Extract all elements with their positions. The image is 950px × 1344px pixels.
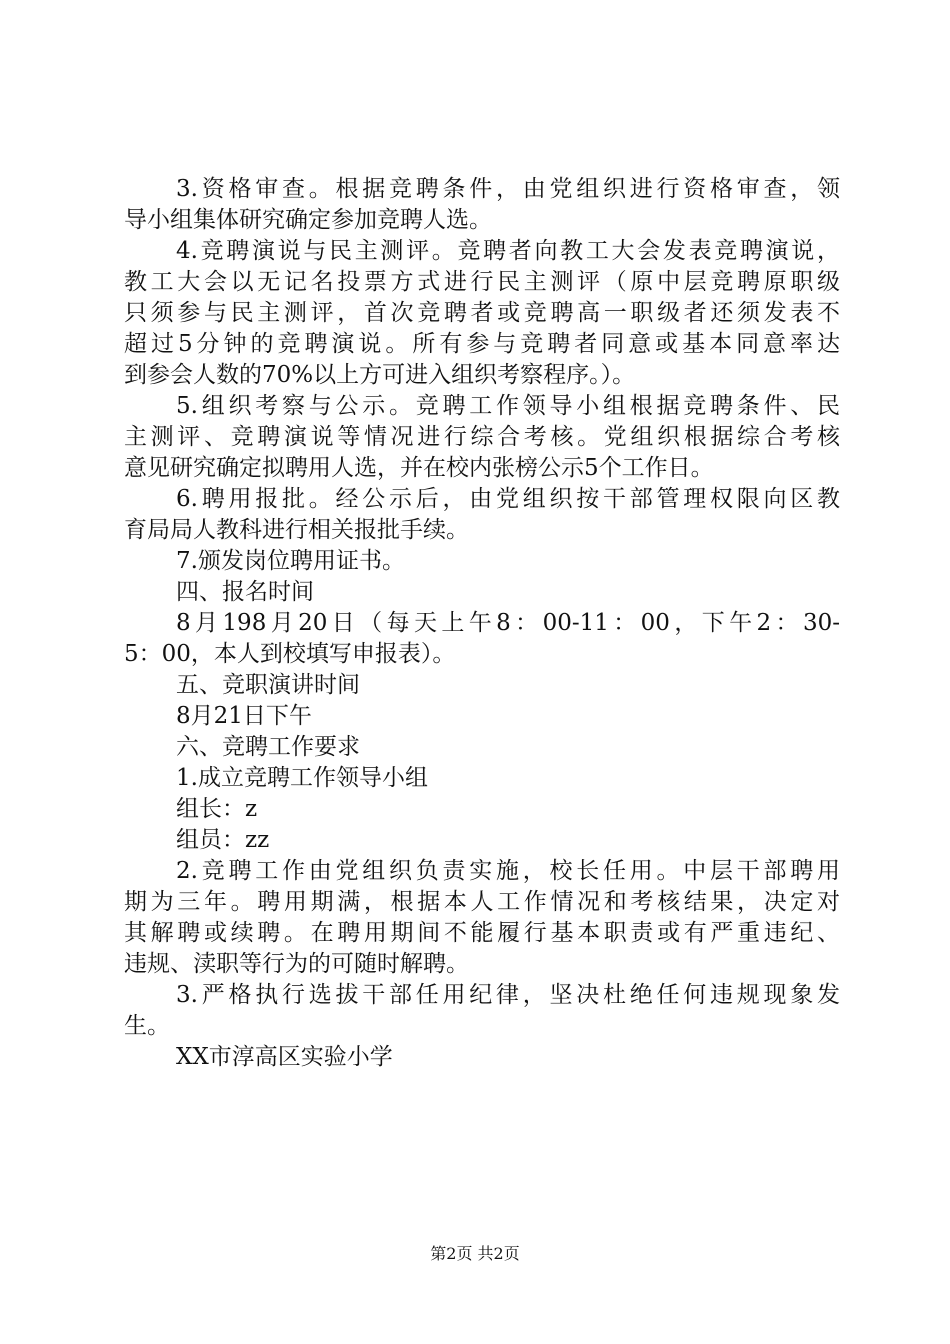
document-line: 六、竞聘工作要求: [176, 734, 360, 760]
document-line: 超过5分钟的竞聘演说。所有参与竞聘者同意或基本同意率达: [124, 331, 840, 357]
document-line: 四、报名时间: [176, 579, 314, 605]
document-line: 8月198月20日（每天上午8：00-11：00，下午2：30-: [176, 610, 840, 636]
page-footer: 第2页 共2页: [430, 1244, 520, 1263]
document-line: 5：00，本人到校填写申报表）。: [124, 641, 456, 667]
document-line: 8月21日下午: [176, 703, 312, 729]
document-body: [124, 174, 840, 1073]
document-line: 只须参与民主测评，首次竞聘者或竞聘高一职级者还须发表不: [124, 300, 840, 326]
document-line: XX市淳高区实验小学: [176, 1044, 393, 1070]
document-line: 到参会人数的70%以上方可进入组织考察程序。）。: [124, 362, 636, 388]
document-line: 3.严格执行选拔干部任用纪律，坚决杜绝任何违规现象发: [176, 982, 840, 1008]
document-line: 导小组集体研究确定参加竞聘人选。: [124, 207, 492, 233]
document-line: 组长：z: [176, 796, 258, 822]
document-line: 1.成立竞聘工作领导小组: [176, 765, 428, 791]
document-line: 7.颁发岗位聘用证书。: [176, 548, 405, 574]
document-line: 3.资格审查。根据竞聘条件，由党组织进行资格审查，领: [176, 176, 840, 202]
document-line: 4.竞聘演说与民主测评。竞聘者向教工大会发表竞聘演说，: [176, 238, 840, 264]
document-line: 2.竞聘工作由党组织负责实施，校长任用。中层干部聘用: [176, 858, 840, 884]
document-line: 主测评、竞聘演说等情况进行综合考核。党组织根据综合考核: [124, 424, 840, 450]
document-line: 5.组织考察与公示。竞聘工作领导小组根据竞聘条件、民: [176, 393, 840, 419]
document-line: 组员：zz: [176, 827, 270, 853]
document-line: 生。: [124, 1013, 170, 1039]
document-line: 违规、渎职等行为的可随时解聘。: [124, 951, 469, 977]
document-line: 期为三年。聘用期满，根据本人工作情况和考核结果，决定对: [124, 889, 840, 915]
document-line: 五、竞职演讲时间: [176, 672, 360, 698]
document-line: 其解聘或续聘。在聘用期间不能履行基本职责或有严重违纪、: [124, 920, 840, 946]
document-line: 6.聘用报批。经公示后，由党组织按干部管理权限向区教: [176, 486, 840, 512]
document-line: 意见研究确定拟聘用人选，并在校内张榜公示5个工作日。: [124, 455, 714, 481]
document-line: 育局局人教科进行相关报批手续。: [124, 517, 469, 543]
document-line: 教工大会以无记名投票方式进行民主测评（原中层竞聘原职级: [124, 269, 840, 295]
